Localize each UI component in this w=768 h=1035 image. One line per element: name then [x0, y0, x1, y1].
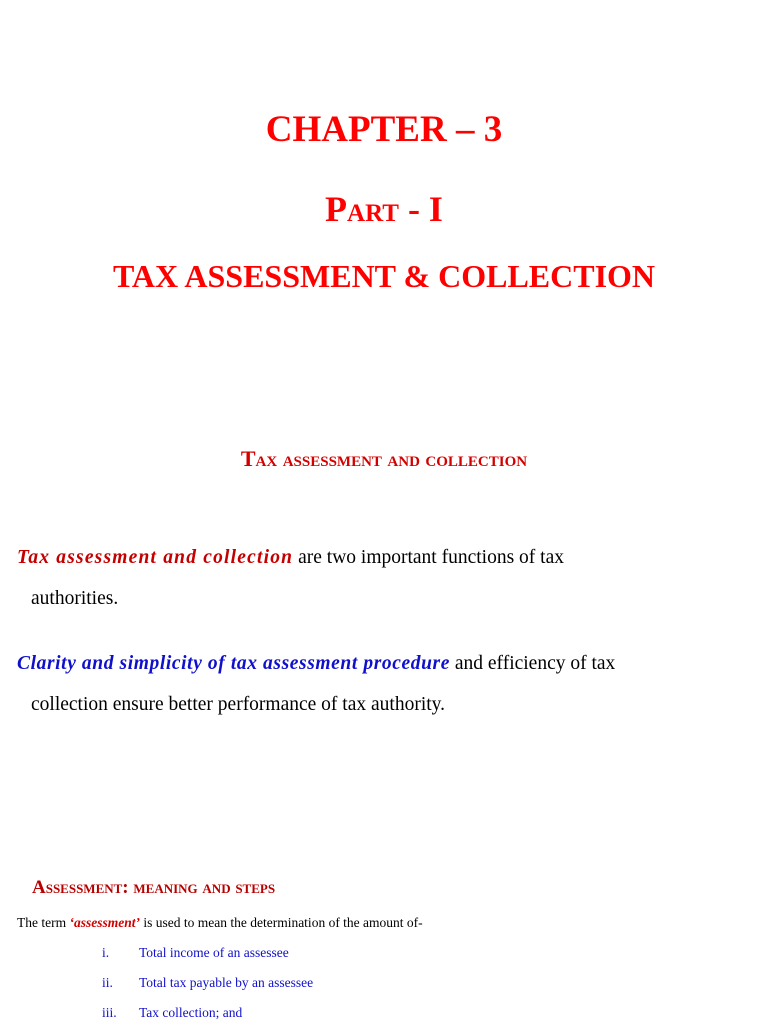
paragraph-clarity: [17, 643, 745, 725]
paragraph-text: are two important functions of tax: [293, 547, 564, 568]
list-item-text: Tax collection; and: [139, 1005, 243, 1020]
list-item-text: Total income of an assessee: [139, 945, 289, 960]
intro-text-continued: is used to mean the determination of the amount of-: [139, 915, 423, 930]
paragraph-text: and efficiency of tax: [450, 653, 616, 674]
intro-text: The term: [17, 915, 70, 930]
paragraph-text-continued: authorities.: [31, 588, 119, 609]
chapter-title: CHAPTER – 3: [265, 109, 503, 150]
main-title: TAX ASSESSMENT & COLLECTION: [112, 258, 656, 294]
paragraph-emphasis: Clarity and simplicity of tax assessment procedure: [17, 653, 450, 674]
part-title: Part - I: [325, 189, 443, 229]
intro-term: ‘assessment’: [69, 915, 140, 930]
list-item-number: iii.: [102, 1005, 117, 1020]
paragraph-functions: [17, 537, 745, 619]
paragraph-text-continued: collection ensure better performance of tax authority.: [31, 694, 446, 715]
list-item-number: ii.: [102, 975, 113, 990]
paragraph-emphasis: Tax assessment and collection: [17, 547, 294, 568]
section-heading: Tax assessment and collection: [240, 446, 528, 471]
assessment-heading: Assessment: meaning and steps: [32, 877, 276, 898]
list-item-text: Total tax payable by an assessee: [139, 975, 314, 990]
assessment-intro: [17, 915, 423, 931]
list-item-number: i.: [102, 945, 110, 960]
